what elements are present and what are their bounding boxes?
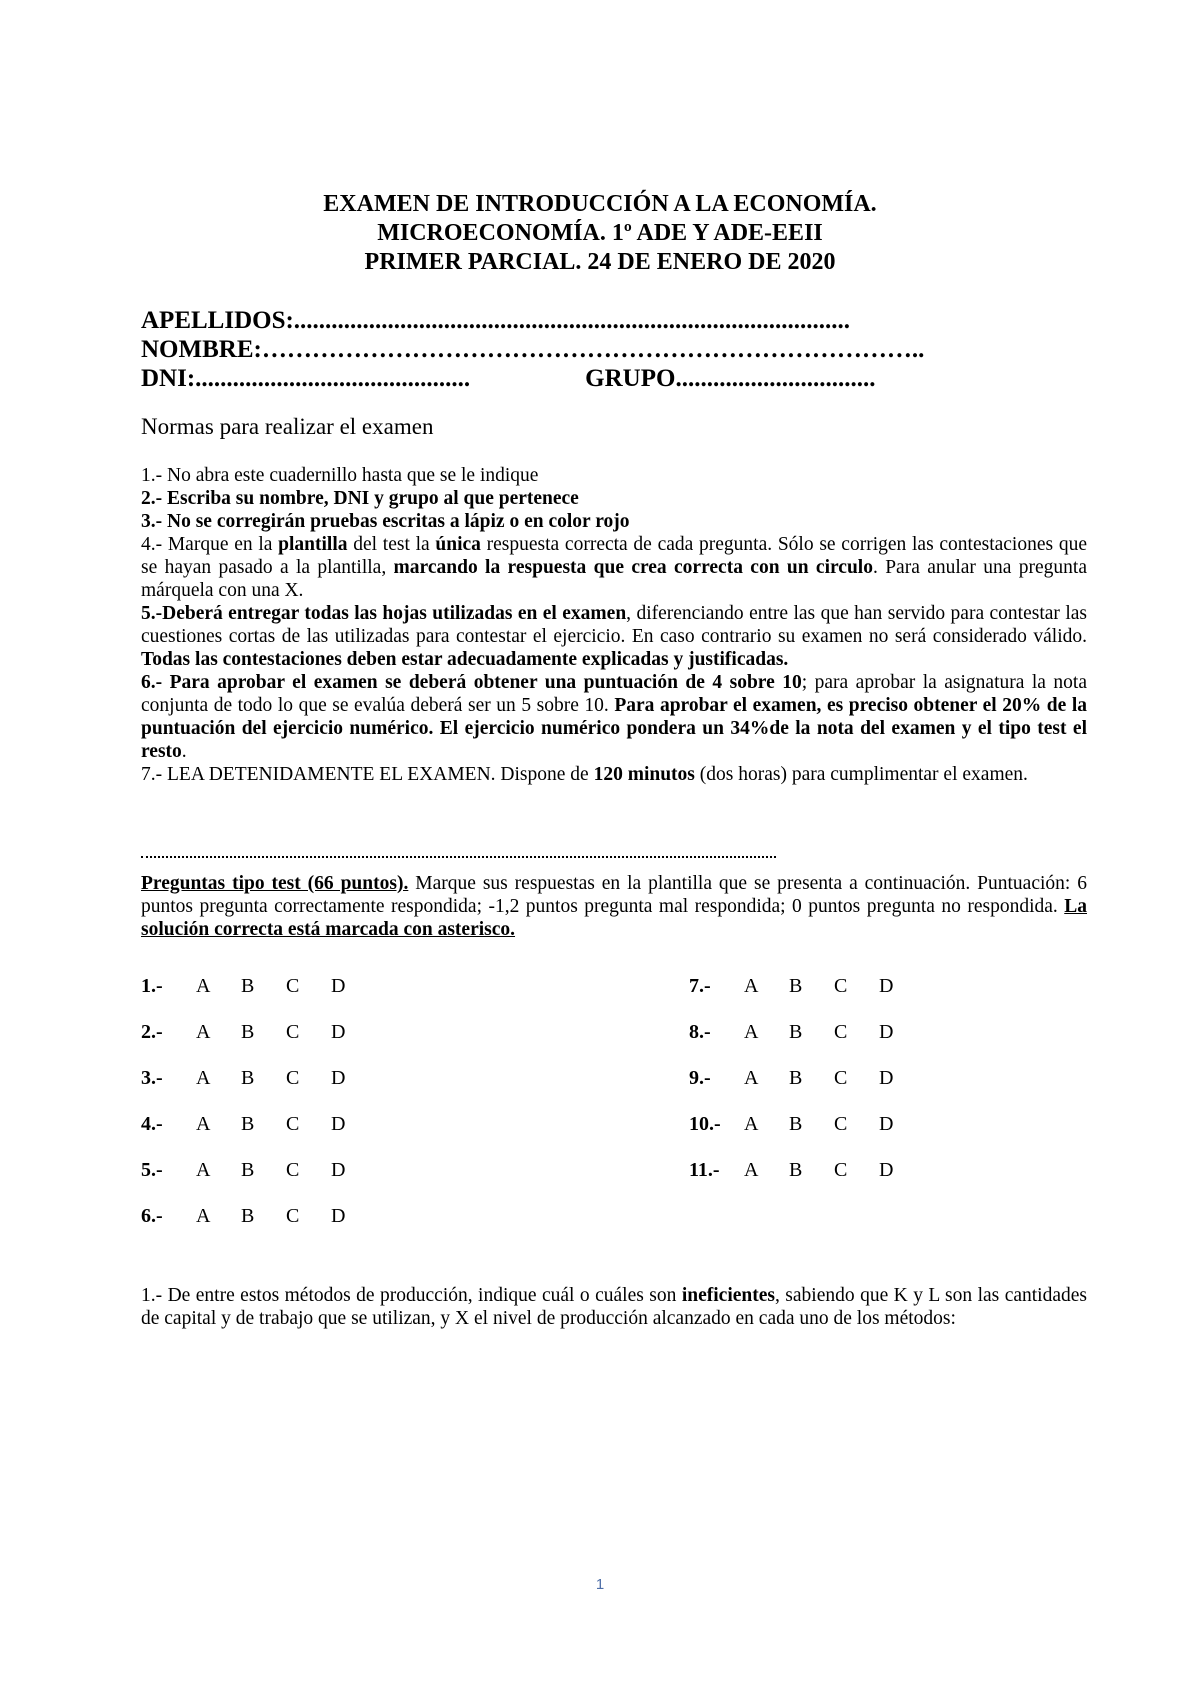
answer-option-c[interactable]: C [834, 1158, 848, 1181]
rule-7: 7.- LEA DETENIDAMENTE EL EXAMEN. Dispone de 120 minutos (dos horas) para cumplimentar el examen. [141, 764, 1028, 785]
answer-option-a[interactable]: A [196, 974, 211, 997]
answer-option-b[interactable]: B [789, 974, 803, 997]
answer-option-b[interactable]: B [241, 1204, 255, 1227]
title-line-3: PRIMER PARCIAL. 24 DE ENERO DE 2020 [364, 249, 836, 275]
answer-option-d[interactable]: D [331, 1158, 346, 1181]
answer-option-a[interactable]: A [196, 1066, 211, 1089]
rule-6: 6.- Para aprobar el examen se deberá obtener una puntuación de 4 sobre 10; para aprobar la asignatura la nota conjunta de todo lo que se evalúa deberá ser un 5 sobre 10. Para aprobar el examen, es preciso obtener el 20% de la puntuación del ejercicio numérico. El ejercicio numérico pondera un 34%de la nota del examen y el tipo test el resto. [141, 672, 1087, 762]
question-1: 1.- De entre estos métodos de producción, indique cuál o cuáles son ineficientes, sabiendo que K y L son las cantidades de capital y de trabajo que se utilizan, y X el nivel de producción alcanzado en cada uno de los métodos: [141, 1285, 1087, 1329]
answer-number: 2.- [141, 1020, 163, 1043]
answer-option-a[interactable]: A [744, 1158, 759, 1181]
answer-number: 4.- [141, 1112, 163, 1135]
rule-1: 1.- No abra este cuadernillo hasta que se le indique [141, 465, 539, 486]
answer-number: 5.- [141, 1158, 163, 1181]
answer-number: 1.- [141, 974, 163, 997]
answer-option-b[interactable]: B [789, 1158, 803, 1181]
answer-option-d[interactable]: D [879, 974, 894, 997]
answer-option-a[interactable]: A [744, 1066, 759, 1089]
answer-option-c[interactable]: C [286, 1020, 300, 1043]
answer-option-c[interactable]: C [286, 1066, 300, 1089]
answer-option-b[interactable]: B [241, 1158, 255, 1181]
answer-option-d[interactable]: D [331, 1020, 346, 1043]
answer-option-d[interactable]: D [331, 1204, 346, 1227]
answer-option-a[interactable]: A [196, 1158, 211, 1181]
answer-option-b[interactable]: B [241, 1066, 255, 1089]
rule-5: 5.-Deberá entregar todas las hojas utilizadas en el examen, diferenciando entre las que han servido para contestar las cuestiones cortas de las utilizadas para contestar el ejercicio. En caso contrario su examen no será considerado válido. Todas las contestaciones deben estar adecuadamente explicadas y justificadas. [141, 603, 1087, 670]
test-instructions [141, 872, 1087, 941]
rule-2: 2.- Escriba su nombre, DNI y grupo al que pertenece [141, 488, 579, 509]
answer-option-d[interactable]: D [331, 1112, 346, 1135]
answer-row [689, 1018, 924, 1046]
answer-option-c[interactable]: C [286, 1204, 300, 1227]
answer-option-c[interactable]: C [286, 1158, 300, 1181]
answer-row [141, 1110, 376, 1138]
answer-option-b[interactable]: B [789, 1020, 803, 1043]
title-line-2: MICROECONOMÍA. 1º ADE Y ADE-EEII [377, 220, 823, 246]
answer-row [689, 1156, 924, 1184]
rule-4: 4.- Marque en la plantilla del test la única respuesta correcta de cada pregunta. Sólo se corrigen las contestaciones que se hayan pasado a la plantilla, marcando la respuesta que crea correcta con un circulo. Para anular una pregunta márquela con una X. [141, 534, 1087, 601]
answer-row [141, 972, 376, 1000]
answer-option-c[interactable]: C [286, 1112, 300, 1135]
dotted-separator [141, 856, 776, 858]
exam-title [0, 190, 1200, 277]
answer-row [689, 1110, 924, 1138]
answer-option-a[interactable]: A [196, 1112, 211, 1135]
apellidos-field[interactable]: APELLIDOS:......................................................................................... [141, 307, 851, 334]
answer-option-d[interactable]: D [879, 1158, 894, 1181]
answer-option-d[interactable]: D [879, 1020, 894, 1043]
answer-row [141, 1202, 376, 1230]
answer-row [689, 972, 924, 1000]
answer-number: 9.- [689, 1066, 711, 1089]
answer-sheet [141, 972, 1041, 1252]
answer-option-a[interactable]: A [744, 1112, 759, 1135]
dni-field[interactable]: DNI:............................................ [141, 365, 471, 392]
answer-number: 11.- [689, 1158, 720, 1181]
answer-option-a[interactable]: A [196, 1020, 211, 1043]
norms-heading: Normas para realizar el examen [141, 414, 434, 439]
title-line-1: EXAMEN DE INTRODUCCIÓN A LA ECONOMÍA. [323, 191, 877, 217]
answer-option-c[interactable]: C [834, 1066, 848, 1089]
answer-row [141, 1018, 376, 1046]
answer-option-a[interactable]: A [744, 1020, 759, 1043]
answer-option-d[interactable]: D [879, 1066, 894, 1089]
answer-number: 8.- [689, 1020, 711, 1043]
grupo-field[interactable]: GRUPO................................ [585, 365, 876, 392]
answer-number: 3.- [141, 1066, 163, 1089]
answer-option-c[interactable]: C [834, 1112, 848, 1135]
answer-option-b[interactable]: B [241, 1020, 255, 1043]
answer-number: 10.- [689, 1112, 721, 1135]
exam-rules [141, 464, 1087, 786]
answer-option-b[interactable]: B [789, 1066, 803, 1089]
test-solution-note: La solución correcta está marcada con asterisco. [141, 896, 1087, 940]
answer-option-d[interactable]: D [331, 974, 346, 997]
answer-row [141, 1064, 376, 1092]
answer-option-c[interactable]: C [834, 1020, 848, 1043]
test-heading: Preguntas tipo test (66 puntos). [141, 873, 409, 894]
answer-option-a[interactable]: A [744, 974, 759, 997]
answer-option-d[interactable]: D [879, 1112, 894, 1135]
answer-number: 6.- [141, 1204, 163, 1227]
answer-option-b[interactable]: B [241, 974, 255, 997]
answer-option-d[interactable]: D [331, 1066, 346, 1089]
answer-row [689, 1064, 924, 1092]
rule-3: 3.- No se corregirán pruebas escritas a lápiz o en color rojo [141, 511, 630, 532]
test-scoring-text: Marque sus respuestas en la plantilla que se presenta a continuación. Puntuación: 6 puntos pregunta correctamente respondida; -1,2 puntos pregunta mal respondida; 0 puntos pregunta no respondida. [141, 873, 1088, 917]
answer-option-c[interactable]: C [834, 974, 848, 997]
answer-row [141, 1156, 376, 1184]
answer-option-b[interactable]: B [241, 1112, 255, 1135]
answer-option-a[interactable]: A [196, 1204, 211, 1227]
answer-number: 7.- [689, 974, 711, 997]
page-number: 1 [595, 1576, 605, 1593]
nombre-field[interactable]: NOMBRE:…………………………………………………………………….. [141, 336, 925, 363]
answer-option-c[interactable]: C [286, 974, 300, 997]
answer-option-b[interactable]: B [789, 1112, 803, 1135]
student-fields [141, 306, 1001, 393]
